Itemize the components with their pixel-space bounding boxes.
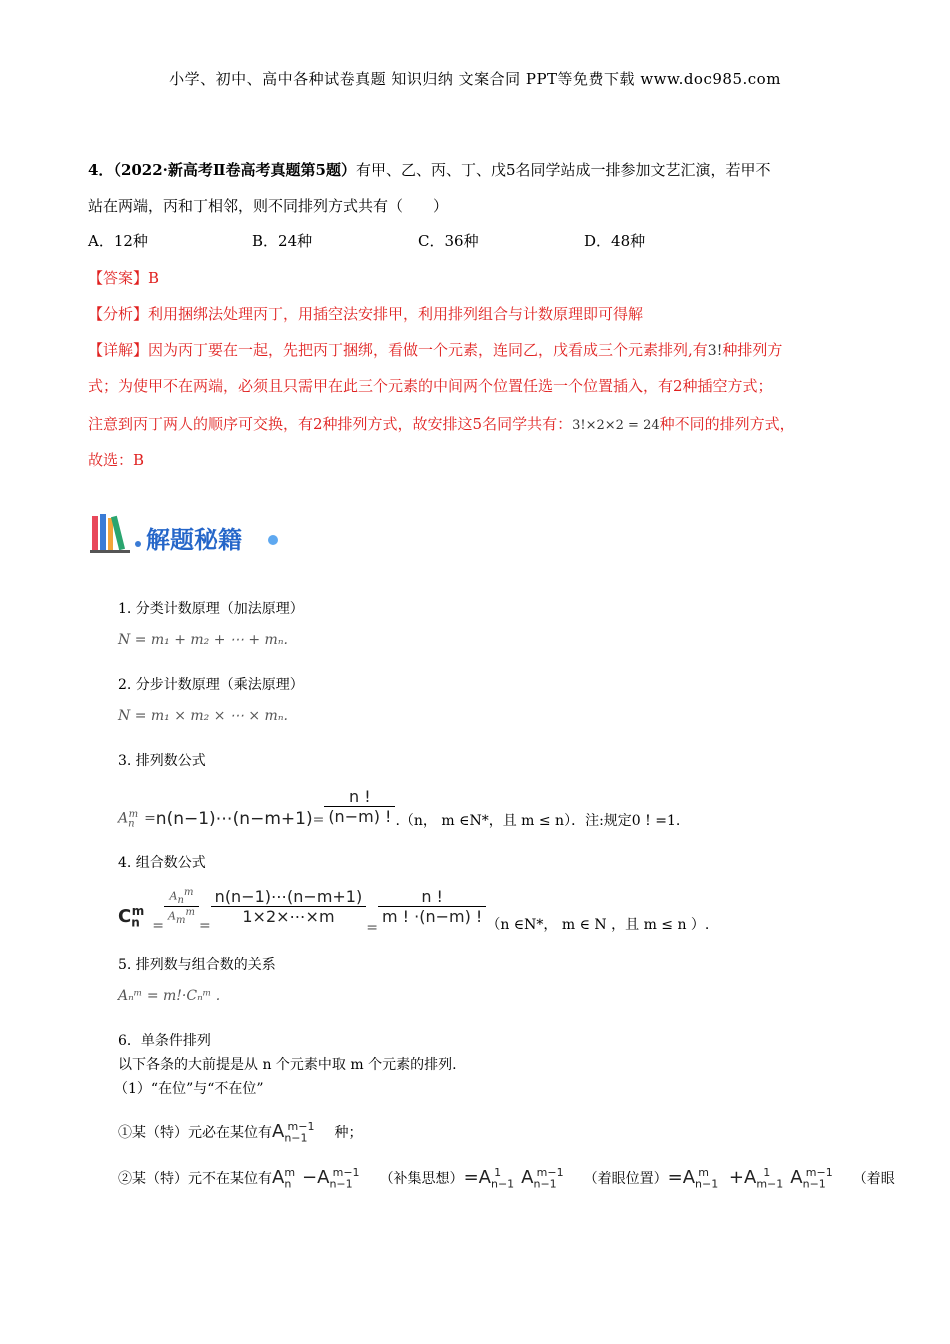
option-a: A．12种 (88, 232, 148, 250)
tips-banner (90, 510, 290, 558)
s3-tail: .（n， m ∈N*，且 m ≤ n）．注:规定0 ! =1. (395, 813, 681, 829)
s3-num: n ! (324, 787, 395, 807)
s3-fraction (324, 787, 395, 826)
detail-line-2: 式；为使甲不在两端，必须且只需甲在此三个元素的中间两个位置任选一个位置插入，有2种插空方式； (88, 377, 773, 395)
s3-title: 3. 排列数公式 (118, 753, 206, 769)
detail-line-1 (88, 338, 782, 363)
banner-title: 解题秘籍 (146, 526, 242, 554)
s2-formula: N = m₁ × m₂ × ⋯ × mₙ. (118, 708, 288, 724)
answer-label: 【答案】 (88, 269, 149, 287)
option-b: B．24种 (252, 232, 313, 250)
s3-formula: $A_n^m$ =n(n−1)⋯(n−m+1)= $\frac{n !}{(n-m) !}$ .（n， m ∈N*，且 m ≤ n）．注:规定0 ! =1. (118, 786, 681, 830)
s4-title: 4. 组合数公式 (118, 855, 206, 871)
s6-item1-tail: 种； (334, 1125, 363, 1141)
detail-text-3a: 注意到丙丁两人的顺序可交换，有2种排列方式，故安排这5名同学共有： (88, 415, 573, 433)
s6-item2-text: ②某（特）元不在某位有 (118, 1171, 272, 1187)
s6-item2: ②某（特）元不在某位有$A_n^m -A_{n-1}^{m-1}$ （补集思想）$=A_{n-1}^1$ $A_{n-1}^{m-1}$ （着眼位置）$=A_{n-1}^m +A_{m-1}^1$ $A_{n-1}^{m-1}$ （着眼 (118, 1166, 895, 1191)
s4-den2: m ! ·(n−m) ! (381, 906, 483, 926)
answer-value: B (148, 269, 160, 287)
s4-fraction-2 (378, 887, 486, 926)
s6-item2-mid1: （补集思想） (379, 1171, 464, 1187)
page-header: 小学、初中、高中各种试卷真题 知识归纳 文案合同 PPT等免费下载 www.doc985.com (169, 70, 781, 88)
s4-den1: 1×2×⋯×m (242, 906, 335, 926)
s6-item2-tail: （着眼 (852, 1171, 895, 1187)
detail-text-3b: 种不同的排列方式， (659, 415, 795, 433)
s5-formula: Aₙᵐ = m!·Cₙᵐ . (118, 988, 221, 1004)
s5-title: 5. 排列数与组合数的关系 (118, 957, 276, 973)
detail-text-1b: 种排列方 (722, 341, 783, 359)
detail-line-3 (88, 412, 795, 438)
s4-formula: $C_n^m=$ $\frac{A_n^m}{A_m^m}$ = $\frac{n(n-1)\cdots(n-m+1)}{1\times 2\times\cdots\times m}$ = $\frac{n !}{m ! \cdot(n-m) !}$ （n ∈N*， m ∈ N ，且 m ≤ n ）. (118, 886, 710, 936)
analysis-label: 【分析】 (88, 305, 149, 323)
s4-num2: n ! (378, 887, 486, 907)
detail-text-1a: 因为丙丁要在一起，先把丙丁捆绑，看做一个元素，连同乙，戊看成三个元素排列,有 (148, 341, 708, 359)
detail-math-1: 3! (707, 343, 723, 359)
s4-tail: （n ∈N*， m ∈ N ，且 m ≤ n ）. (486, 917, 710, 933)
s6-item2-mid2: （着眼位置） (583, 1171, 668, 1187)
question-stem-2: 站在两端，丙和丁相邻，则不同排列方式共有（ ） (88, 197, 449, 215)
analysis-text: 利用捆绑法处理丙丁，用插空法安排甲，利用排列组合与计数原理即可得解 (148, 305, 644, 323)
s6-sub1: （1）“在位”与“不在位” (114, 1081, 264, 1097)
s3-expr: n(n−1)⋯(n−m+1) (155, 809, 313, 829)
s6-title: 6．单条件排列 (118, 1033, 211, 1049)
s2-title: 2. 分步计数原理（乘法原理） (118, 677, 304, 693)
question-source: （2022·新高考Ⅱ卷高考真题第5题） (113, 161, 356, 179)
analysis-line (88, 302, 643, 326)
detail-math-3: 3!×2×2 = 24 (572, 418, 660, 433)
s6-item1: ①某（特）元必在某位有$A_{n-1}^{m-1}$ 种； (118, 1120, 363, 1145)
question-number: 4． (88, 161, 114, 179)
s1-title: 1. 分类计数原理（加法原理） (118, 601, 304, 617)
answer-line (88, 266, 159, 290)
detail-line-4: 故选：B (88, 451, 145, 469)
s6-item1-text: ①某（特）元必在某位有 (118, 1125, 272, 1141)
s3-den: (n−m) ! (328, 806, 392, 826)
option-d: D．48种 (584, 232, 646, 250)
s6-intro: 以下各条的大前提是从 n 个元素中取 m 个元素的排列. (118, 1057, 457, 1073)
detail-label: 【详解】 (88, 341, 149, 359)
option-c: C．36种 (418, 232, 479, 250)
s1-formula: N = m₁ + m₂ + ⋯ + mₙ. (118, 632, 288, 648)
question-line-1 (88, 158, 771, 182)
s4-fraction-1 (211, 887, 367, 926)
s4-num1: n(n−1)⋯(n−m+1) (211, 887, 367, 907)
question-stem-1: 有甲、乙、丙、丁、戊5名同学站成一排参加文艺汇演，若甲不 (356, 161, 771, 179)
